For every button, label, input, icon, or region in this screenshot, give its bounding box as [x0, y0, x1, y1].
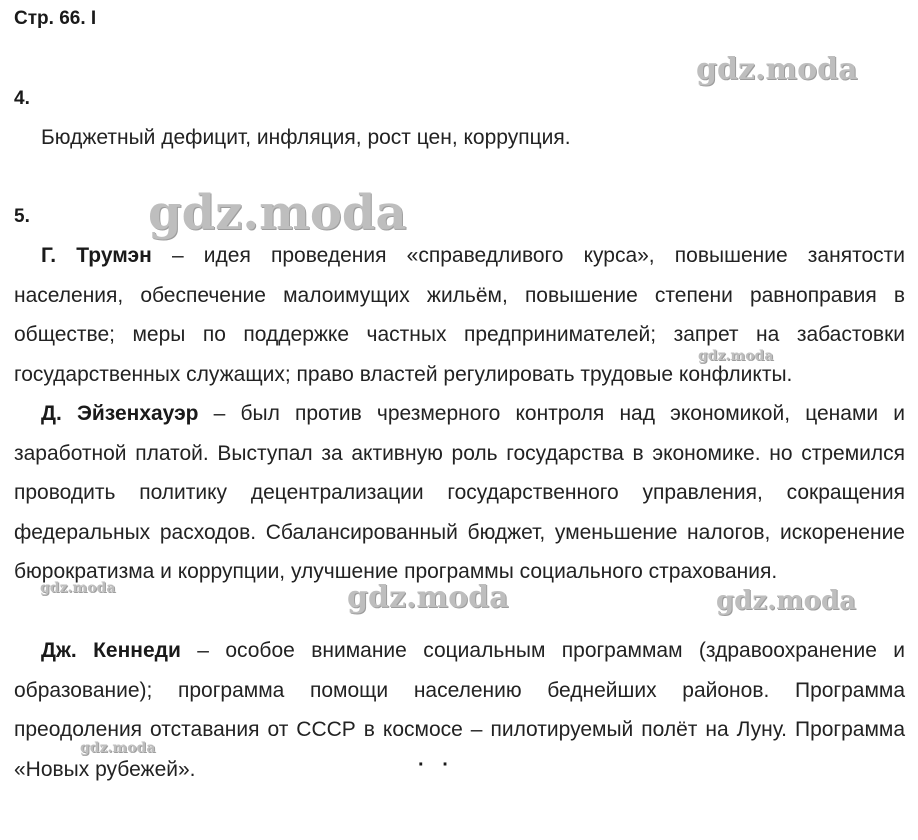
paragraph-truman: [14, 236, 905, 394]
stray-dots: · ·: [418, 754, 455, 776]
paragraph-truman-text: – идея проведения «справедливого курса», повышение занятости населения, обеспечение малоимущих жильём, повышение степени равноправия в обществе; меры по поддержке частных предпринимателей; запрет на забастовки государственных служащих; право властей регулировать трудовые конфликты.: [14, 244, 905, 386]
watermark-small-bottom: gdz.moda: [80, 740, 156, 756]
paragraph-kennedy-text: – особое внимание социальным программам (здравоохранение и образование); программа помощи населению беднейших районов. Программа преодоления отставания от СССР в космосе – пилотируемый полёт на Луну. Программа «Новых рубежей».: [14, 639, 905, 781]
watermark-small-right: gdz.moda: [698, 348, 774, 364]
president-name-truman: Г. Трумэн: [41, 244, 152, 267]
president-name-eisenhower: Д. Эйзенхауэр: [41, 402, 199, 425]
president-name-kennedy: Дж. Кеннеди: [41, 639, 181, 662]
paragraph-kennedy: [14, 631, 905, 789]
watermark-middle: gdz.moda: [347, 580, 509, 615]
question-4-number: 4.: [14, 88, 30, 109]
watermark-top: gdz.moda: [696, 52, 858, 87]
page-number-heading: Стр. 66. І: [14, 8, 97, 29]
paragraph-eisenhower-text: – был против чрезмерного контроля над экономикой, ценами и заработной платой. Выступал за активную роль государства в экономике. но стремился проводить политику децентрализации государственного управления, сокращения федеральных расходов. Сбалансированный бюджет, уменьшение налогов, искоренение бюрократизма и коррупции, улучшение программы социального страхования.: [14, 402, 905, 583]
paragraph-eisenhower: [14, 394, 905, 592]
question-5-number: 5.: [14, 206, 30, 227]
watermark-small-left: gdz.moda: [40, 580, 116, 596]
question-4-answer: Бюджетный дефицит, инфляция, рост цен, коррупция.: [41, 126, 571, 149]
watermark-right: gdz.moda: [716, 586, 857, 616]
watermark-large: gdz.moda: [148, 185, 407, 241]
